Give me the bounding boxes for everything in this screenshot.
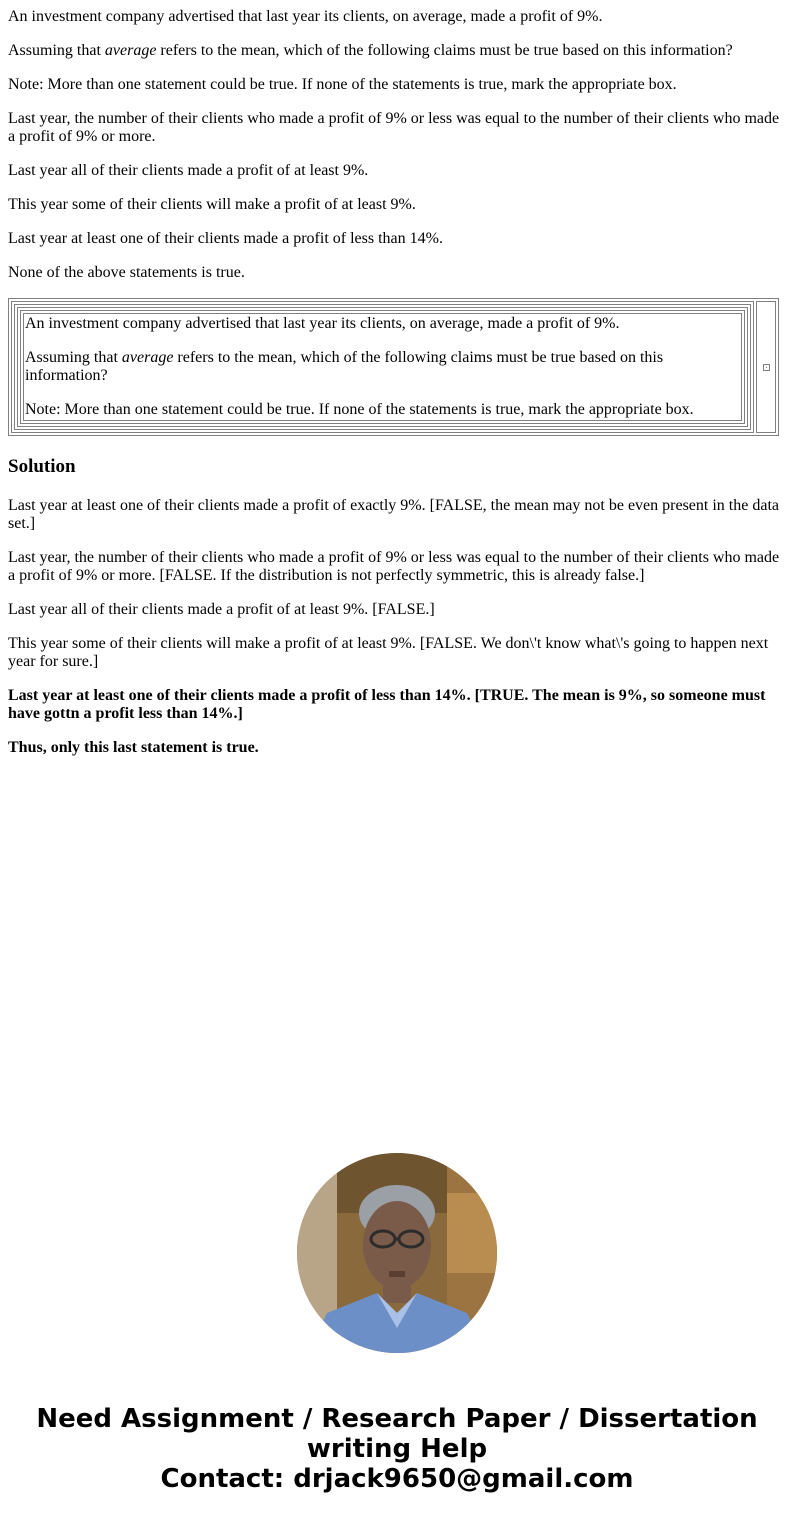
- box-note: Note: More than one statement could be true. If none of the statements is true, mark the appropriate box.: [25, 401, 694, 418]
- option-4: Last year at least one of their clients made a profit of less than 14%.: [8, 230, 443, 247]
- box-intro: An investment company advertised that last year its clients, on average, made a profit of 9%.: [25, 315, 620, 332]
- contact-banner: [0, 1404, 794, 1494]
- solution-item-1: Last year at least one of their clients made a profit of exactly 9%. [FALSE, the mean may not be even present in the data set.]: [8, 497, 779, 532]
- solution-heading: Solution: [8, 456, 76, 477]
- question-intro: An investment company advertised that last year its clients, on average, made a profit of 9%.: [8, 8, 603, 25]
- average-emphasis: average: [104, 42, 157, 59]
- avatar: [297, 1153, 497, 1353]
- question-assumption: Assuming that average refers to the mean, which of the following claims must be true based on this information?: [8, 42, 733, 59]
- solution-item-4: This year some of their clients will make a profit of at least 9%. [FALSE. We don\'t know what\'s going to happen next year for sure.]: [8, 635, 769, 670]
- solution-item-3: Last year all of their clients made a profit of at least 9%. [FALSE.]: [8, 601, 435, 618]
- question-box-text: [23, 313, 742, 421]
- banner-line-2: writing Help: [306, 1434, 488, 1464]
- solution-conclusion: Thus, only this last statement is true.: [8, 739, 259, 756]
- box-assumption: Assuming that average refers to the mean, which of the following claims must be true based on this information?: [25, 349, 664, 384]
- person-portrait-icon: [297, 1153, 497, 1353]
- question-note: Note: More than one statement could be true. If none of the statements is true, mark the appropriate box.: [8, 76, 677, 93]
- banner-contact: Contact: drjack9650@gmail.com: [160, 1464, 634, 1494]
- option-5: None of the above statements is true.: [8, 264, 245, 281]
- expand-icon[interactable]: [763, 364, 770, 371]
- option-2: Last year all of their clients made a profit of at least 9%.: [8, 162, 369, 179]
- page-content: [0, 0, 794, 757]
- solution-item-2: Last year, the number of their clients who made a profit of 9% or less was equal to the number of their clients who made a profit of 9% or more. [FALSE. If the distribution is not perfectly symmetric, this is already false.]: [8, 549, 780, 584]
- table-side-cell: [756, 301, 776, 433]
- option-1: Last year, the number of their clients who made a profit of 9% or less was equal to the number of their clients who made a profit of 9% or more.: [8, 110, 780, 145]
- solution-item-5: Last year at least one of their clients made a profit of less than 14%. [TRUE. The mean is 9%, so someone must have gottn a profit less than 14%.]: [8, 687, 766, 722]
- question-box-frame: [11, 301, 754, 433]
- question-box-table: [8, 298, 779, 436]
- banner-line-1: Need Assignment / Research Paper / Dissertation: [36, 1404, 758, 1434]
- option-3: This year some of their clients will make a profit of at least 9%.: [8, 196, 416, 213]
